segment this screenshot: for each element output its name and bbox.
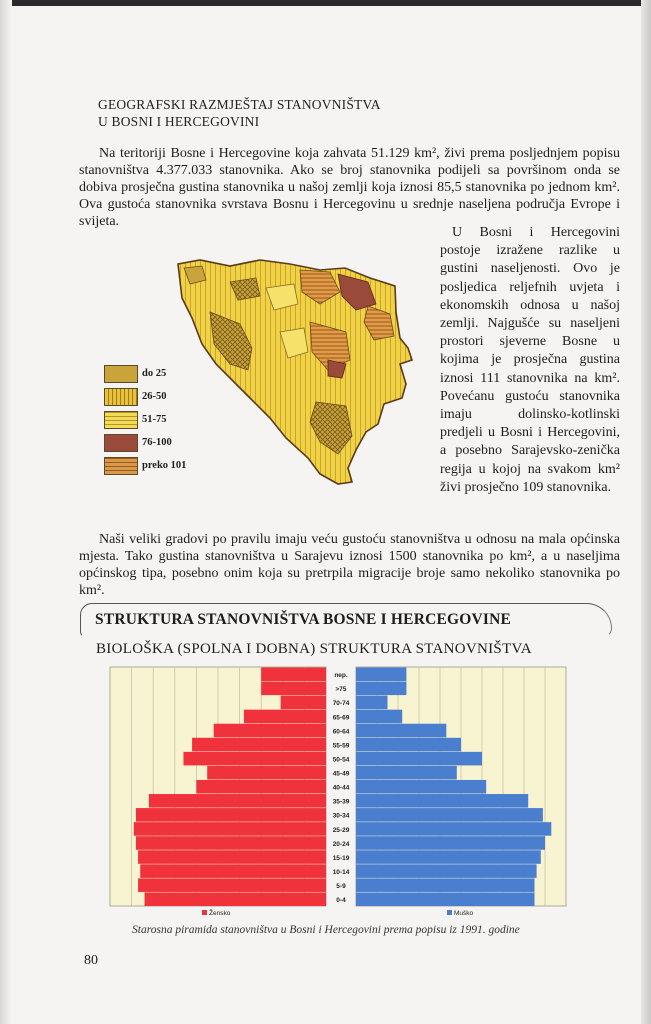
legend-label: 76-100 (142, 437, 172, 448)
female-bar (149, 794, 326, 808)
female-bar (244, 710, 326, 724)
legend-swatch (104, 457, 138, 475)
age-group-label: 50-54 (332, 756, 350, 764)
legend-item (104, 431, 214, 454)
female-bar (145, 892, 326, 906)
legend-swatch (104, 434, 138, 452)
page-number: 80 (84, 953, 98, 968)
heading-line-2: U BOSNI I HERCEGOVINI (98, 114, 260, 129)
legend-swatch (104, 388, 138, 406)
male-bar (356, 766, 457, 780)
age-group-label: >75 (335, 686, 347, 694)
page-edge-left (0, 0, 12, 1024)
female-bar (136, 836, 326, 850)
age-group-label: 65-69 (332, 714, 350, 722)
legend-swatch-female (202, 910, 207, 915)
page-edge-top (0, 0, 651, 6)
male-bar (356, 710, 402, 724)
age-group-label: 45-49 (332, 770, 350, 778)
section-title: STRUKTURA STANOVNIŠTVA BOSNE I HERCEGOVINE (95, 611, 512, 628)
age-group-label: 30-34 (332, 812, 350, 820)
legend-swatch (104, 411, 138, 429)
male-bar (356, 864, 537, 878)
male-bar (356, 822, 551, 836)
age-group-label: 5-9 (336, 883, 346, 891)
age-pyramid-svg (108, 664, 568, 924)
female-bar (261, 668, 326, 682)
male-bar (356, 892, 535, 906)
female-bar (140, 864, 326, 878)
female-bar (134, 822, 326, 836)
male-bar (356, 668, 406, 682)
legend-label: do 25 (142, 368, 167, 379)
age-group-label: 60-64 (332, 728, 350, 736)
female-bar (183, 752, 326, 766)
legend-label: 51-75 (142, 414, 167, 425)
male-bar (356, 878, 535, 892)
section-heading (98, 96, 528, 130)
cities-paragraph: Naši veliki gradovi po pravilu imaju veću gustoću stanovništva u odnosu na mala općinska mjesta. Tako gustina stanovništva u Sarajevu iznosi 1500 stanovnika po km², a u naseljima općinskog tipa, posebno onim koja su pretrpila migracije broje samo nekoliko stanovnika po km². (79, 532, 620, 598)
age-group-label: 40-44 (332, 784, 350, 792)
male-bar (356, 724, 446, 738)
intro-paragraph: Na teritoriji Bosne i Hercegovine koja zahvata 51.129 km², živi prema posljednjem popisu stanovništva 4.377.033 stanovnika. Ako se broj stanovnika podijeli sa površinom onda se dobiva prosječna gustina stanovnika u našoj zemlji koja iznosi 85,5 stanovnika po jednom km². Ova gustoća stanovnika svrstava Bosnu i Hercegovinu u srednje naseljena područja Evrope i svijeta. (79, 146, 620, 229)
female-bar (192, 738, 326, 752)
age-group-label: 20-24 (332, 840, 350, 848)
legend-label-male: Muško (454, 910, 474, 917)
legend-swatch (104, 365, 138, 383)
male-bar (356, 738, 461, 752)
female-bar (261, 682, 326, 696)
age-group-label: 55-59 (332, 742, 350, 750)
page-edge-right (641, 0, 651, 1024)
legend-item (104, 408, 214, 431)
male-bar (356, 780, 486, 794)
age-group-label: 10-14 (332, 868, 350, 876)
age-group-label: 35-39 (332, 798, 350, 806)
male-bar (356, 808, 543, 822)
legend-item (104, 454, 214, 477)
age-pyramid-chart (108, 664, 568, 924)
female-bar (281, 696, 326, 710)
legend-item (104, 362, 214, 385)
male-bar (356, 794, 528, 808)
male-bar (356, 836, 545, 850)
legend-swatch-male (447, 910, 452, 915)
age-group-label: 25-29 (332, 826, 350, 834)
legend-label: preko 101 (142, 460, 187, 471)
chart-caption: Starosna piramida stanovništva u Bosni i Hercegovini prema popisu iz 1991. godine (132, 924, 520, 936)
male-bar (356, 850, 541, 864)
female-bar (207, 766, 326, 780)
legend-item (104, 385, 214, 408)
age-group-label: 15-19 (332, 854, 350, 862)
heading-line-1: GEOGRAFSKI RAZMJEŠTAJ STANOVNIŠTVA (98, 97, 381, 112)
density-paragraph: U Bosni i Hercegovini postoje izražene razlike u gustini naseljenosti. Ovo je posljedica reljefnih uvjeta i ekonomskih odnosa u našoj zemlji. Najgušće su naseljeni prostori sjeverne Bosne u kojima je prosječna gustina iznosi 111 stanovnika na km². Povećanu gustoću stanovnika imaju dolinsko-kotlinski predjeli u Bosni i Hercegovini, a posebno Sarajevsko-zenička regija u kojoj na svakom km² živi prosječno 109 stanovnika. (440, 225, 620, 495)
female-bar (138, 878, 326, 892)
legend-label: 26-50 (142, 391, 167, 402)
male-bar (356, 682, 406, 696)
male-bar (356, 696, 388, 710)
male-bar (356, 752, 482, 766)
female-bar (214, 724, 326, 738)
female-bar (196, 780, 326, 794)
female-bar (138, 850, 326, 864)
female-bar (136, 808, 326, 822)
section-subtitle: BIOLOŠKA (SPOLNA I DOBNA) STRUKTURA STANOVNIŠTVA (96, 641, 532, 657)
age-group-label: 70-74 (332, 700, 350, 708)
legend-label-female: Žensko (209, 910, 231, 917)
map-legend (104, 362, 214, 477)
age-group-label: nep. (334, 672, 348, 680)
age-group-label: 0-4 (336, 897, 346, 905)
